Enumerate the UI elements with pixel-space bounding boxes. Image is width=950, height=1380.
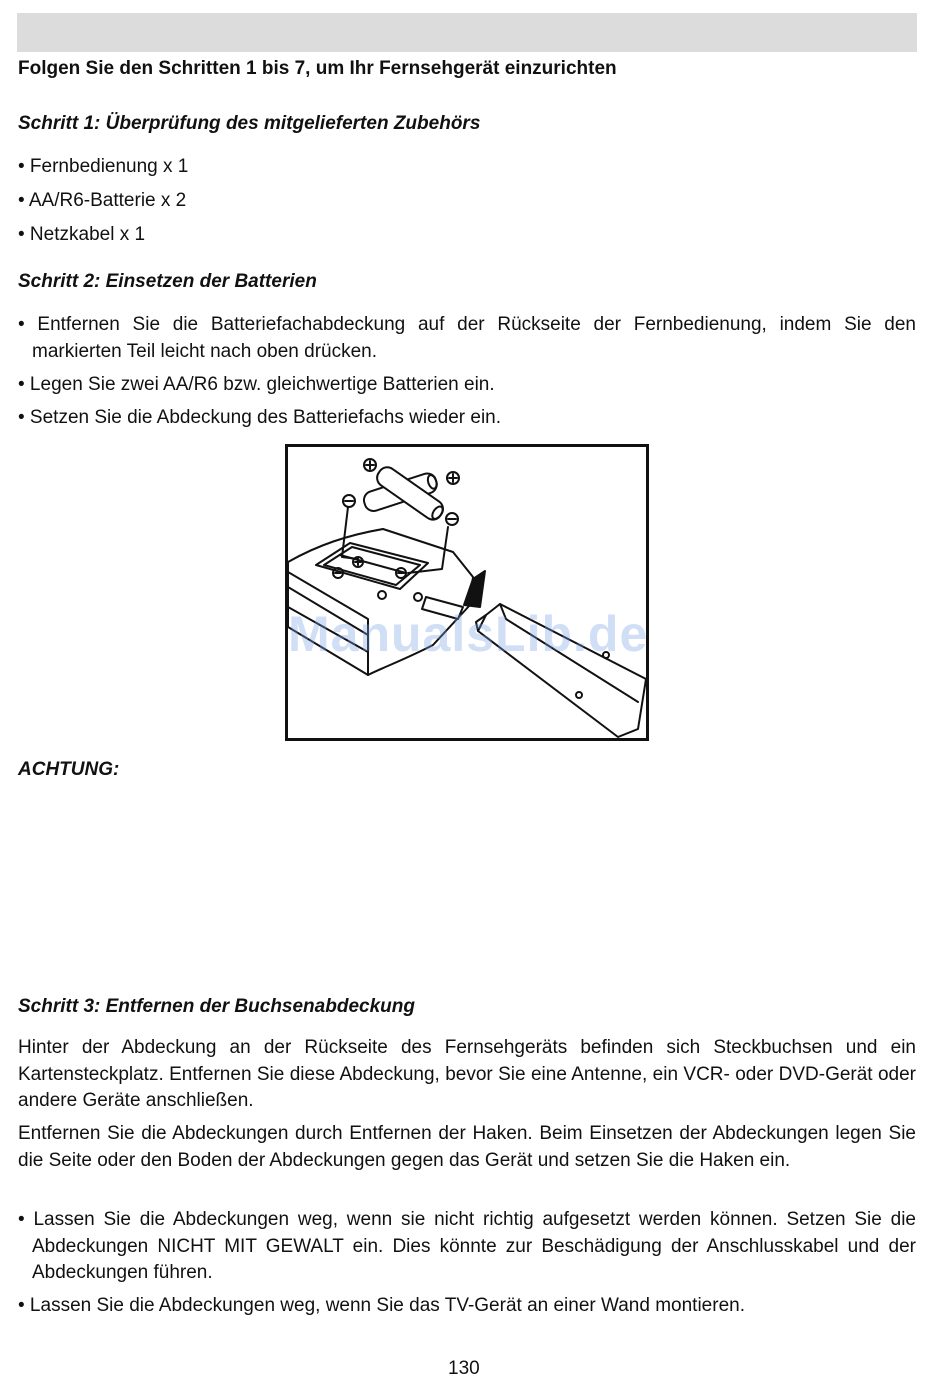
step3-title: Schritt 3: Entfernen der Buchsenabdeckung (18, 996, 415, 1017)
bullet-item: • Entfernen Sie die Batteriefachabdeckung auf der Rückseite der Fernbedienung, indem Sie den markierten Teil leicht nach oben drücken. (18, 314, 916, 362)
watermark: ManualsLib.de (288, 606, 649, 662)
list-item: • AA/R6-Batterie x 2 (18, 190, 187, 211)
bullet-item: • Lassen Sie die Abdeckungen weg, wenn sie nicht richtig aufgesetzt werden können. Setzen Sie die Abdeckungen NICHT MIT GEWALT ein. Dies könnte zur Beschädigung der Anschlusskabel und der Abdeckungen führen. (18, 1209, 916, 1283)
main-heading: Folgen Sie den Schritten 1 bis 7, um Ihr Fernsehgerät einzurichten (18, 58, 617, 79)
step1-title: Schritt 1: Überprüfung des mitgelieferten Zubehörs (18, 113, 481, 134)
bullet-item: • Lassen Sie die Abdeckungen weg, wenn Sie das TV-Gerät an einer Wand montieren. (18, 1295, 745, 1316)
battery-illustration (285, 444, 649, 741)
paragraph: Entfernen Sie die Abdeckungen durch Entfernen der Haken. Beim Einsetzen der Abdeckungen legen Sie die Seite oder den Boden der Abdeckungen gegen das Gerät und setzen Sie die Haken ein. (18, 1123, 916, 1171)
paragraph: Hinter der Abdeckung an der Rückseite des Fernsehgeräts befinden sich Steckbuchsen und ein Kartensteckplatz. Entfernen Sie diese Abdeckung, bevor Sie eine Antenne, ein VCR- oder DVD-Gerät oder andere Geräte anschließen. (18, 1037, 916, 1111)
list-item: • Fernbedienung x 1 (18, 156, 189, 177)
bullet-item: • Setzen Sie die Abdeckung des Batteriefachs wieder ein. (18, 407, 502, 428)
list-item: • Netzkabel x 1 (18, 224, 146, 245)
page-number: 130 (448, 1358, 480, 1379)
warning-label: ACHTUNG: (18, 759, 120, 780)
bullet-item: • Legen Sie zwei AA/R6 bzw. gleichwertige Batterien ein. (18, 374, 495, 395)
step2-title: Schritt 2: Einsetzen der Batterien (18, 271, 317, 292)
header-bar (17, 13, 917, 52)
remote-battery-drawing (288, 447, 649, 738)
